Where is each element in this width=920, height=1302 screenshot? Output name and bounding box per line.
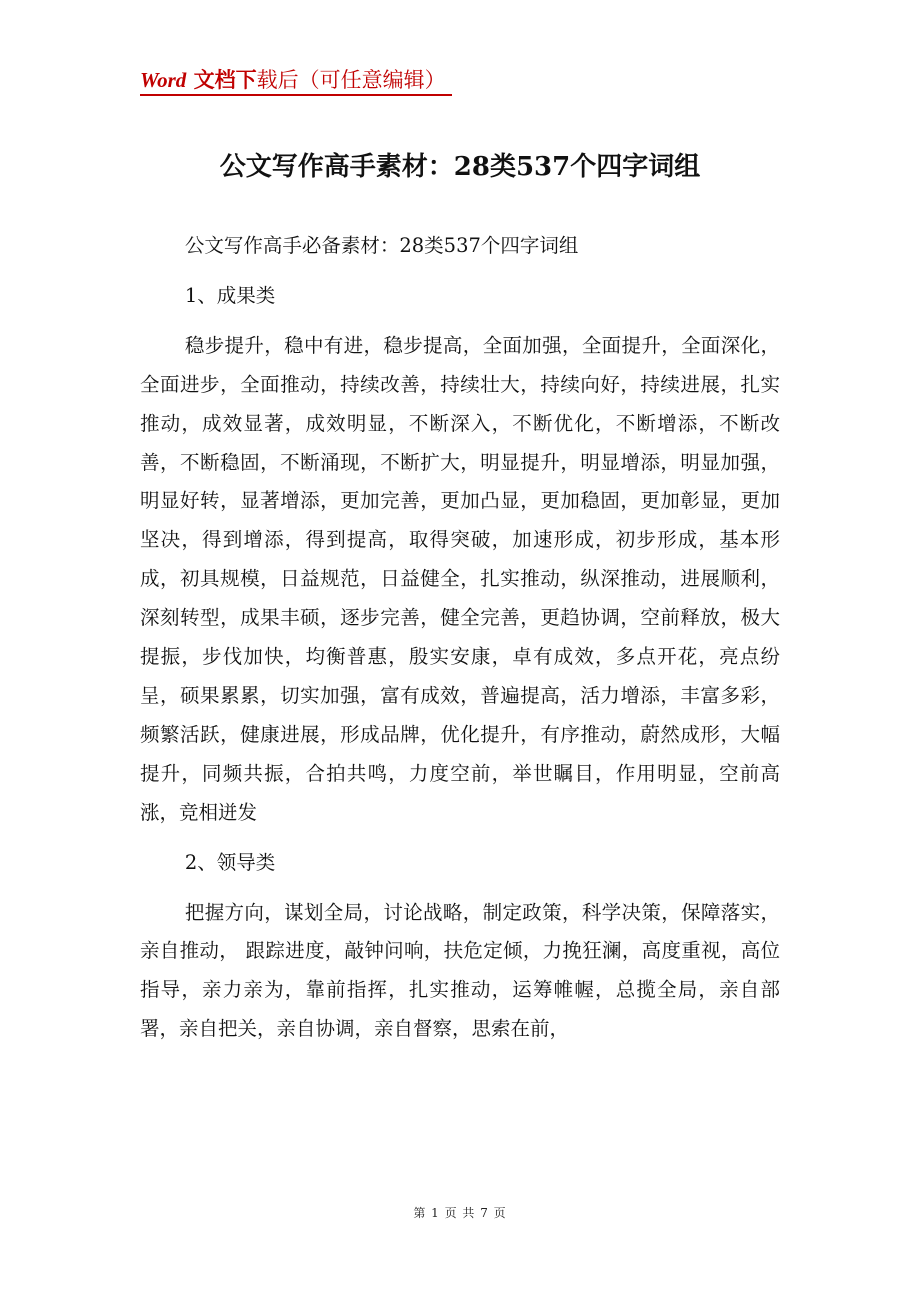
banner-text-part2: 载后（可任意 <box>256 68 383 92</box>
section-heading-achievements: 1、成果类 <box>184 283 276 307</box>
section-heading-leadership: 2、领导类 <box>184 850 276 874</box>
banner-text-part3: 编辑） <box>382 68 446 92</box>
intro-paragraph: 公文写作高手必备素材：28类537个四字词组 <box>184 234 579 257</box>
achievements-paragraph: 稳步提升，稳中有进，稳步提高，全面加强，全面提升，全面深化，全面进步，全面推动，持续改善，持续壮大，持续向好，持续进展，扎实推动，成效显著，成效明显，不断深入，不断优化，不断增添，不断改善，不断稳固，不断涌现，不断扩大，明显提升，明显增添，明显加强，明显好转，显著增添，更加完善，更加凸显，更加稳固，更加彰显，更加坚决，得到增添，得到提高，取得突破，加速形成，初步形成，基本形成，初具规模，日益规范，日益健全，扎实推动，纵深推动，进展顺利，深刻转型，成果丰硕，逐步完善，健全完善，更趋协调，空前释放，极大提振，步伐加快，均衡普惠，殷实安康，卓有成效，多点开花，亮点纷呈，硕果累累，切实加强，富有成效，普遍提高，活力增添，丰富多彩，频繁活跃，健康进展，形成品牌，优化提升，有序推动，蔚然成形，大幅提升，同频共振，合拍共鸣，力度空前，举世瞩目，作用明显，空前高涨，竞相迸发 <box>140 333 780 824</box>
document-body <box>140 227 780 1049</box>
banner-text-part1: 文档下 <box>186 67 257 92</box>
page-number-footer: 第 1 页 共 7 页 <box>413 1206 507 1220</box>
document-title: 公文写作高手素材：28类537个四字词组 <box>219 152 701 182</box>
leadership-paragraph: 把握方向，谋划全局，讨论战略，制定政策，科学决策，保障落实，亲自推动， 跟踪进度，敲钟问响，扶危定倾，力挽狂澜，高度重视，高位指导，亲力亲为，靠前指挥，扎实推动，运筹帷幄，总揽全局，亲自部署，亲自把关，亲自协调，亲自督察，思索在前， <box>140 900 780 1041</box>
download-banner <box>140 66 452 96</box>
banner-word-text: Word <box>140 68 187 92</box>
